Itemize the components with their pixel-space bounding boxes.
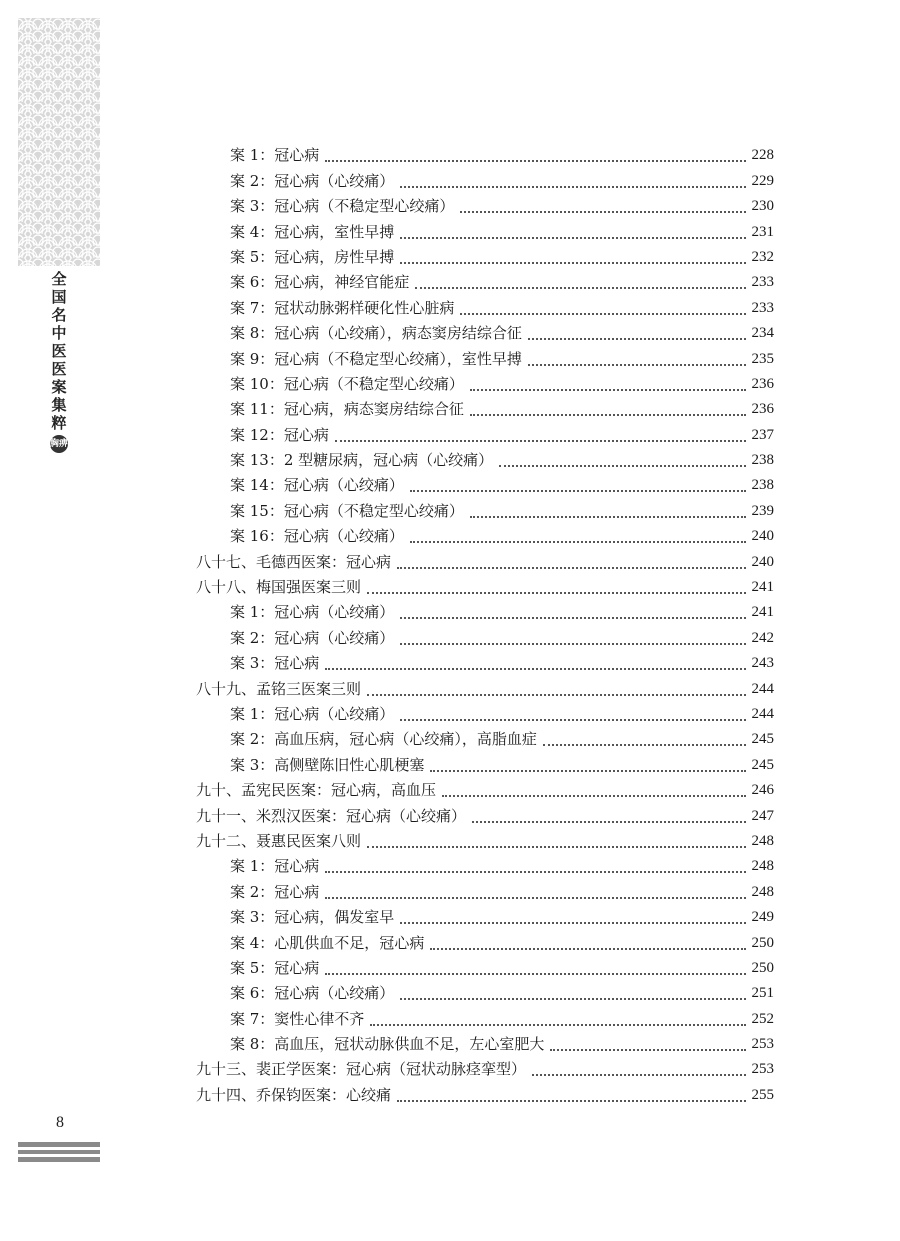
dot-leader (460, 197, 745, 213)
toc-entry-page: 248 (751, 832, 774, 849)
dot-leader (415, 273, 745, 289)
toc-entry-title: 九十三、裴正学医案：冠心病（冠状动脉痉挛型） (196, 1060, 527, 1079)
series-title-char: 案 (51, 378, 67, 396)
dot-leader (400, 603, 745, 619)
toc-entry[interactable] (196, 927, 774, 952)
footer-bar (18, 1157, 100, 1162)
toc-entry[interactable] (196, 876, 774, 901)
toc-entry[interactable] (196, 546, 774, 571)
toc-entry[interactable] (196, 699, 774, 724)
toc-entry-page: 252 (751, 1010, 774, 1027)
toc-entry[interactable] (196, 242, 774, 267)
dot-leader (430, 756, 745, 772)
toc-entry[interactable] (196, 749, 774, 774)
dot-leader (410, 476, 746, 492)
dot-leader (460, 299, 745, 315)
toc-entry-page: 241 (751, 579, 774, 596)
dot-leader (543, 730, 746, 746)
toc-entry-title: 案 2：冠心病（心绞痛） (230, 171, 395, 190)
toc-entry-page: 235 (751, 350, 774, 367)
dot-leader (325, 654, 745, 670)
toc-entry-page: 238 (751, 452, 774, 469)
toc-entry[interactable] (196, 191, 774, 216)
series-title-vertical (18, 270, 100, 453)
toc-entry-page: 228 (751, 147, 774, 164)
toc-entry[interactable] (196, 826, 774, 851)
toc-entry-title: 案 10：冠心病（不稳定型心绞痛） (230, 374, 464, 393)
toc-entry-page: 250 (751, 959, 774, 976)
dot-leader (325, 959, 745, 975)
toc-entry-title: 案 2：冠心病 (230, 882, 320, 901)
dot-leader (550, 1035, 745, 1051)
toc-entry-page: 230 (751, 198, 774, 215)
table-of-contents (196, 140, 774, 1105)
toc-entry-title: 案 2：冠心病（心绞痛） (230, 628, 395, 647)
dot-leader (397, 553, 745, 569)
toc-entry-title: 案 1：冠心病 (230, 146, 320, 165)
toc-entry-page: 251 (751, 985, 774, 1002)
series-title-char: 集 (51, 396, 67, 414)
dot-leader (400, 908, 745, 924)
dot-leader (400, 984, 745, 1000)
toc-entry-title: 案 1：冠心病（心绞痛） (230, 704, 395, 723)
dot-leader (400, 248, 745, 264)
toc-entry-title: 案 8：冠心病（心绞痛），病态窦房结综合征 (230, 324, 522, 343)
dot-leader (397, 1086, 745, 1102)
toc-entry-page: 232 (751, 248, 774, 265)
volume-seal-badge: 胸痹 (50, 435, 68, 453)
toc-entry[interactable] (196, 622, 774, 647)
toc-entry[interactable] (196, 216, 774, 241)
toc-entry[interactable] (196, 902, 774, 927)
series-title-char: 中 (51, 324, 67, 342)
toc-entry-page: 248 (751, 858, 774, 875)
toc-entry-title: 八十七、毛德西医案：冠心病 (196, 552, 392, 571)
toc-entry-title: 案 2：高血压病，冠心病（心绞痛），高脂血症 (230, 730, 537, 749)
toc-entry-page: 255 (751, 1086, 774, 1103)
toc-entry-page: 246 (751, 782, 774, 799)
toc-entry-title: 案 5：冠心病 (230, 958, 320, 977)
toc-entry[interactable] (196, 724, 774, 749)
dot-leader (410, 527, 746, 543)
dot-leader (367, 832, 745, 848)
footer-bar (18, 1142, 100, 1147)
series-title-char: 名 (51, 306, 67, 324)
dot-leader (325, 883, 745, 899)
toc-entry-page: 236 (751, 375, 774, 392)
toc-entry[interactable] (196, 648, 774, 673)
toc-entry[interactable] (196, 343, 774, 368)
toc-entry-title: 案 6：冠心病，神经官能症 (230, 273, 410, 292)
dot-leader (325, 146, 745, 162)
dot-leader (367, 578, 745, 594)
toc-entry[interactable] (196, 495, 774, 520)
page-number: 8 (56, 1114, 64, 1131)
toc-entry-title: 案 4：冠心病，室性早搏 (230, 222, 395, 241)
toc-entry[interactable] (196, 1029, 774, 1054)
dot-leader (325, 857, 745, 873)
toc-entry[interactable] (196, 851, 774, 876)
dot-leader (367, 680, 745, 696)
dot-leader (400, 172, 745, 188)
footer-bar (18, 1150, 100, 1154)
toc-entry[interactable] (196, 1054, 774, 1079)
toc-entry-page: 236 (751, 401, 774, 418)
dot-leader (532, 1060, 745, 1076)
toc-entry-title: 案 8：高血压，冠状动脉供血不足，左心室肥大 (230, 1035, 545, 1054)
toc-entry[interactable] (196, 140, 774, 165)
toc-entry-title: 案 16：冠心病（心绞痛） (230, 527, 404, 546)
toc-entry-title: 案 14：冠心病（心绞痛） (230, 476, 404, 495)
toc-entry-page: 243 (751, 655, 774, 672)
toc-entry-title: 案 7：冠状动脉粥样硬化性心脏病 (230, 298, 455, 317)
series-title-char: 医 (51, 342, 67, 360)
dot-leader (470, 375, 746, 391)
toc-entry-page: 249 (751, 909, 774, 926)
toc-entry-title: 案 3：冠心病，偶发室早 (230, 908, 395, 927)
toc-entry-title: 案 1：冠心病 (230, 857, 320, 876)
toc-entry-title: 案 1：冠心病（心绞痛） (230, 603, 395, 622)
dot-leader (400, 629, 745, 645)
decorative-wave-band (18, 18, 100, 266)
dot-leader (499, 451, 745, 467)
toc-entry-page: 247 (751, 807, 774, 824)
toc-entry-page: 240 (751, 528, 774, 545)
toc-entry[interactable] (196, 1003, 774, 1028)
dot-leader (470, 502, 746, 518)
toc-entry[interactable] (196, 521, 774, 546)
toc-entry-page: 229 (751, 172, 774, 189)
toc-entry[interactable] (196, 470, 774, 495)
dot-leader (400, 705, 745, 721)
toc-entry-page: 233 (751, 274, 774, 291)
toc-entry[interactable] (196, 673, 774, 698)
toc-entry-title: 案 3：高侧壁陈旧性心肌梗塞 (230, 755, 425, 774)
wave-pattern-icon (18, 18, 100, 266)
toc-entry-page: 244 (751, 680, 774, 697)
toc-entry[interactable] (196, 775, 774, 800)
series-title-char: 国 (51, 288, 67, 306)
toc-entry[interactable] (196, 597, 774, 622)
toc-entry-title: 案 7：窦性心律不齐 (230, 1009, 365, 1028)
dot-leader (370, 1010, 745, 1026)
toc-entry[interactable] (196, 953, 774, 978)
toc-entry[interactable] (196, 165, 774, 190)
dot-leader (400, 223, 745, 239)
toc-entry-page: 242 (751, 629, 774, 646)
series-title-char: 粹 (51, 414, 67, 432)
dot-leader (430, 934, 745, 950)
toc-entry-title: 案 3：冠心病（不稳定型心绞痛） (230, 197, 455, 216)
toc-entry-page: 248 (751, 883, 774, 900)
dot-leader (472, 807, 745, 823)
toc-entry[interactable] (196, 1079, 774, 1104)
toc-entry[interactable] (196, 572, 774, 597)
dot-leader (442, 781, 745, 797)
toc-entry-title: 案 12：冠心病 (230, 425, 329, 444)
toc-entry[interactable] (196, 800, 774, 825)
dot-leader (335, 426, 746, 442)
toc-entry[interactable] (196, 318, 774, 343)
toc-entry[interactable] (196, 978, 774, 1003)
dot-leader (528, 324, 746, 340)
series-title-char: 医 (51, 360, 67, 378)
toc-entry-page: 253 (751, 1036, 774, 1053)
toc-entry[interactable] (196, 394, 774, 419)
toc-entry-title: 案 5：冠心病，房性早搏 (230, 247, 395, 266)
toc-entry-page: 234 (751, 325, 774, 342)
toc-entry-title: 案 13：2 型糖尿病，冠心病（心绞痛） (230, 451, 494, 470)
toc-entry[interactable] (196, 267, 774, 292)
toc-entry-title: 案 15：冠心病（不稳定型心绞痛） (230, 501, 464, 520)
toc-entry-page: 239 (751, 502, 774, 519)
toc-entry-title: 九十、孟宪民医案：冠心病，高血压 (196, 781, 437, 800)
toc-entry-title: 案 11：冠心病，病态窦房结综合征 (230, 400, 464, 419)
toc-entry-page: 237 (751, 426, 774, 443)
toc-entry-page: 253 (751, 1061, 774, 1078)
toc-entry[interactable] (196, 445, 774, 470)
toc-entry-title: 案 3：冠心病 (230, 654, 320, 673)
toc-entry-title: 九十一、米烈汉医案：冠心病（心绞痛） (196, 806, 467, 825)
toc-entry-title: 案 9：冠心病（不稳定型心绞痛），室性早搏 (230, 349, 522, 368)
toc-entry-page: 245 (751, 756, 774, 773)
toc-entry-page: 250 (751, 934, 774, 951)
dot-leader (528, 350, 746, 366)
toc-entry-page: 231 (751, 223, 774, 240)
toc-entry[interactable] (196, 292, 774, 317)
toc-entry-page: 245 (751, 731, 774, 748)
toc-entry-title: 九十二、聂惠民医案八则 (196, 831, 362, 850)
toc-entry-page: 244 (751, 705, 774, 722)
toc-entry-page: 233 (751, 299, 774, 316)
series-title-char: 全 (51, 270, 67, 288)
toc-entry-title: 案 4：心肌供血不足，冠心病 (230, 933, 425, 952)
toc-entry[interactable] (196, 419, 774, 444)
toc-entry-title: 八十八、梅国强医案三则 (196, 578, 362, 597)
toc-entry-title: 九十四、乔保钧医案：心绞痛 (196, 1085, 392, 1104)
toc-entry-page: 240 (751, 553, 774, 570)
toc-entry-title: 八十九、孟铭三医案三则 (196, 679, 362, 698)
toc-entry-title: 案 6：冠心病（心绞痛） (230, 984, 395, 1003)
toc-entry-page: 241 (751, 604, 774, 621)
dot-leader (470, 400, 746, 416)
toc-entry[interactable] (196, 369, 774, 394)
toc-entry-page: 238 (751, 477, 774, 494)
